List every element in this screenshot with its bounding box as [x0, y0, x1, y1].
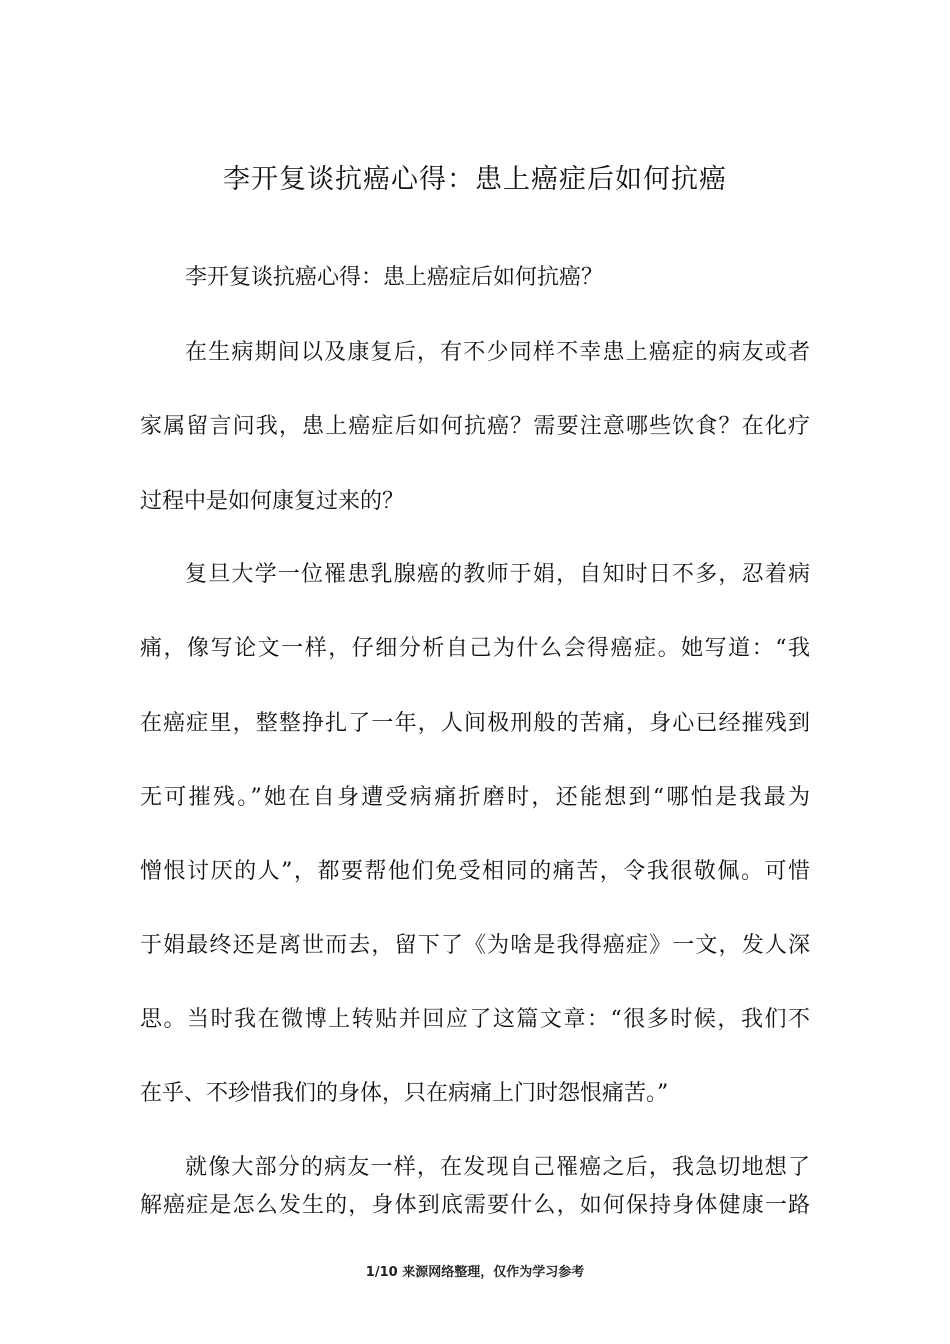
document-title: 李开复谈抗癌心得：患上癌症后如何抗癌: [223, 164, 727, 195]
text-line: 在癌症里，整整挣扎了一年，人间极刑般的苦痛，身心已经摧残到: [140, 711, 810, 736]
text-line: 过程中是如何康复过来的？: [140, 489, 405, 514]
text-line: 憎恨讨厌的人”，都要帮他们免受相同的痛苦，令我很敬佩。可惜: [140, 859, 810, 884]
text-line: 于娟最终还是离世而去，留下了《为啥是我得癌症》一文，发人深: [140, 933, 810, 958]
text-line: 思。当时我在微博上转贴并回应了这篇文章：“很多时候，我们不: [140, 1007, 810, 1032]
text-line: 在乎、不珍惜我们的身体，只在病痛上门时怨恨痛苦。”: [140, 1081, 669, 1106]
text-line: 就像大部分的病友一样，在发现自己罹癌之后，我急切地想了: [185, 1155, 810, 1180]
text-line: 李开复谈抗癌心得：患上癌症后如何抗癌？: [185, 265, 604, 290]
text-line: 家属留言问我，患上癌症后如何抗癌？需要注意哪些饮食？在化疗: [140, 414, 810, 439]
text-line: 解癌症是怎么发生的，身体到底需要什么，如何保持身体健康一路: [140, 1193, 810, 1218]
text-line: 在生病期间以及康复后，有不少同样不幸患上癌症的病友或者: [185, 340, 810, 365]
page-footer: 1/10 来源网络整理，仅作为学习参考: [365, 1265, 585, 1280]
text-line: 无可摧残。”她在自身遭受病痛折磨时，还能想到“哪怕是我最为: [140, 785, 810, 810]
text-line: 复旦大学一位罹患乳腺癌的教师于娟，自知时日不多，忍着病: [185, 562, 810, 587]
text-line: 痛，像写论文一样，仔细分析自己为什么会得癌症。她写道：“我: [140, 636, 810, 661]
